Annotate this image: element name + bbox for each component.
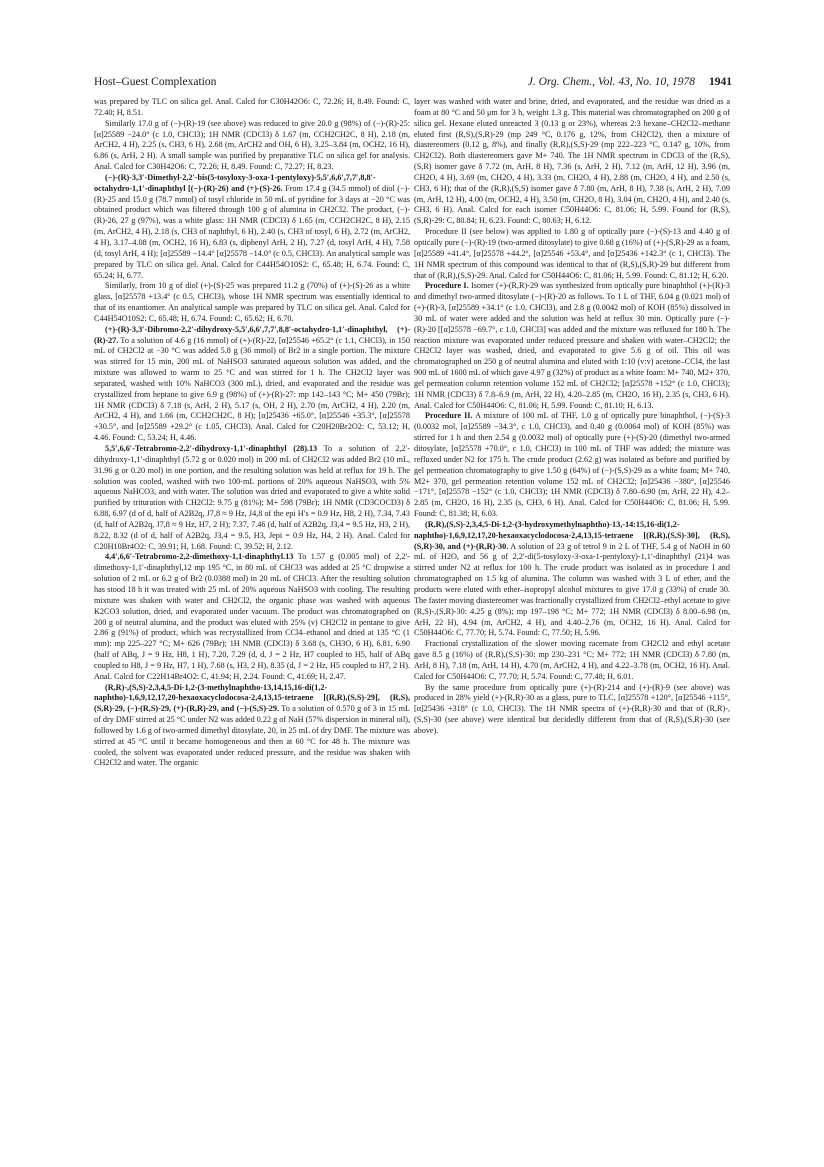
paragraph-text: To a solution of 0.570 g of 3 in 15 mL of dry DMF stirred at 25 °C under N2 was added 0.22 g of NaH (57% dispersion in mineral oil), followed by 1.6 g of two-armed dimethyl ditosylate, 20, in 25 mL of dry DMF. The mixture was stirred at 45 °C until it became homogeneous and then at 60 °C for 48 h. The mixture was cooled, the solvent was evaporated under reduced pressure, and the residue was shaken with CH2Cl2 and water. The organic	[94, 704, 410, 768]
page-number: 1941	[709, 76, 732, 88]
paragraph	[94, 683, 410, 770]
paragraph	[414, 639, 730, 682]
paragraph	[414, 281, 730, 411]
paragraph	[94, 552, 410, 682]
paragraph	[414, 520, 730, 639]
running-head-title: Host–Guest Complexation	[94, 76, 217, 88]
paragraph	[94, 119, 410, 173]
compound-heading: Procedure II.	[425, 411, 473, 421]
paragraph-text: Isomer (+)-(R,R)-29 was synthesized from optically pure binaphthol (+)-(R)-3 and dimethyl two-armed ditosylate (−)-(R)-20 as follows. To 1 L of THF, 6.04 g (0.021 mol) of (+)-(R)-3, [α]25589 +34.1° (c 1.0, CHCl3), and 2.8 g (0.0042 mol) of KOH (85%) dissolved in 30 mL of water were added and the solution was held at reflux 30 min. Optically pure (−)-(R)-20 [[α]25578 −69.7°, c 1.0, CHCl3] was added and the mixture was refluxed for 180 h. The reaction mixture was evaporated under reduced pressure and shaken with water–CH2Cl2; the CH2Cl2 layer was washed, dried, and evaporated to give 5.6 g of oil. This oil was chromatographed on 250 g of neutral alumina and eluted with 1:10 (v:v) acetone–CCl4, the last 900 mL of 1600 mL of which gave 4.97 g (32%) of product as a white foam: M+ 740, M2+ 370, gel permeation column retention volume 152 mL of CH2Cl2; [α]25578 +152° (c 1.0, CHCl3); 1H NMR (CDCl3) δ 7.8–6.9 (m, ArH, 22 H), 4.20–2.85 (m, CH2O, 16 H), 2.35 (s, CH3, 6 H). Anal. Calcd for C50H44O6: C, 81.06; H, 5.99. Found: C, 81.10; H, 6.13.	[414, 281, 730, 410]
running-head-journal	[528, 74, 732, 90]
paragraph-text: was prepared by TLC on silica gel. Anal. Calcd for C30H42O6: C, 72.26; H, 8.49. Found: C, 72.40; H, 8.51.	[94, 97, 410, 117]
compound-heading: Procedure I.	[425, 281, 469, 291]
left-column	[94, 97, 410, 1147]
paragraph-text: To a solution of 2,2′-dihydroxy-1,1′-dinaphthyl (5.72 g or 0.020 mol) in 200 mL of CH2Cl2 was added Br2 (10 mL, 31.96 g or 0.20 mol) in one portion, and the resulting solution was held at reflux for 19 h. The solution was cooled, washed with two 100-mL portions of 20% aqueous NaHSO3, with 5% aqueous NaHCO3, and with water. The solution was dried and evaporated to give a white solid purified by trituration with CH2Cl2: 9.75 g (81%); M+ 598 (79Br); 1H NMR (CD3COCD3) δ 6.88, 6.97 (d of d, half of A2B2q, J7,8 ≈ 9 Hz, J4,8 of the epi H′s = 0.9 Hz, H8, 2 H), 7.34, 7.43 (d, half of A2B2q, J7,8 ≈ 9 Hz, H7, 2 H); 7.37, 7.46 (d, half of A2B2q, J3,4 = 9.5 Hz, H3, 2 H), 8.22, 8.32 (d of d, half of A2B2q, J3,4 = 9.5, H3, Jepi = 0.9 Hz, H4, 2 H). Anal. Calcd for C20H10Br4O2: C, 39.91; H, 1.68. Found: C, 39.52; H, 2.12.	[94, 444, 410, 551]
compound-heading: 4,4′,6,6′-Tetrabromo-2,2-dimethoxy-1,1-dinaphthyl.13	[105, 552, 294, 562]
compound-heading: (R,R),(S,S)-2,3,4,5-Di-1,2-(3-hydroxymethylnaphtho)-13,-14:15,16-di(1,2-naphtho)-1,6,9,12,17,20-hexaoxacyclodocosa-2,4,13,15-tetraene [(R,R),(S,S)-30], (R,S),(S,R)-30, and (+)-(R,R)-30.	[414, 519, 730, 551]
paragraph-text: layer was washed with water and brine, dried, and evaporated, and the residue was dried as a foam at 80 °C and 50 μm for 3 h, weight 1.3 g. This material was chromatographed on 200 g of silica gel. Hexane eluted unreacted 3 (0.13 g or 23%), whereas 2:3 hexane–CH2Cl2–methane eluted first (R,S),(S,R)-29 (mp 249 °C, 0.176 g, 12%, from CH2Cl2), then a mixture of diastereomers (0.12 g, 8%), and finally (R,R),(S,S)-29 (mp 222–223 °C, 0.147 g, 10%, from CH2Cl2). Both diastereomers gave M+ 740. The 1H NMR spectrum in CDCl3 of the (R,S),(S,R) isomer gave δ 7.72 (m, ArH, 8 H), 7.36 (s, ArH, 2 H), 7.12 (m, ArH, 12 H), 3.96 (m, CH2O, 4 H), 3.69 (m, CH2O, 4 H), 3.33 (m, CH2O, 4 H), 2.88 (m, CH2O, 4 H), and 2.50 (s, CH3, 6 H); that of the (R,R),(S,S) isomer gave δ 7.80 (m, ArH, 8 H), 7.38 (s, ArH, 2 H), 7.09 (m, ArH, 12 H), 4.00 (m, OCH2, 4 H), 3.50 (m, CH2O, 8 H), 3.04 (m, CH2O, 4 H), and 2.40 (s, CH3, 6 H). Anal. Calcd for each isomer C50H44O6: C, 81.06; H, 5.99. Found for (R,S),(S,R)-29: C, 80.84; H, 6.23. Found: C, 80.63; H, 6.12.	[414, 97, 730, 226]
paragraph	[414, 227, 730, 281]
paragraph	[94, 281, 410, 324]
compound-heading: 5,5′,6,6′-Tetrabromo-2,2′-dihydroxy-1,1′-dinaphthyl (28).13	[105, 444, 318, 453]
paragraph	[94, 444, 410, 552]
paragraph-text: A solution of 23 g of tetrol 9 in 2 L of THF, 5.4 g of NaOH in 60 mL of H2O, and 56 g of 2,2′-di(5-tosyloxy-3-oxa-1-pentyloxy)-1,1′-dinaphthyl (21)4 was stirred under N2 at reflux for 100 h. The crude product was isolated as in procedure I and chromatographed on 1.5 kg of alumina. The column was washed with 3 L of ether, and the products were eluted with ether–isopropyl alcohol mixtures to give 17.0 g (33%) of crude 30. The faster moving diastereomer was fractionally crystallized from CH2Cl2–ethyl acetate to give (R,S)-,(S,R)-30: 4.25 g (8%); mp 197–198 °C; M+ 772; 1H NMR (CDCl3) δ 8.00–6.98 (m, ArH, 22 H), 4.94 (m, ArCH2, 4 H), and 4.40–2.76 (m, OCH2, 16 H). Anal. Calcd for C50H44O6: C, 77.70; H, 5.74. Found: C, 77.50; H, 5.96.	[414, 541, 730, 638]
paragraph-text: A mixture of 100 mL of THF, 1.0 g of optically pure binaphthol, (−)-(S)-3 (0.0032 mol, [α]25589 −34.3°, c 1.0, CHCl3), and 0.40 g (0.0064 mol) of KOH (85%) was stirred for 1 h and then 2.54 g (0.0032 mol) of optically pure (+)-(S)-20 (dimethyl two-armed ditosylate, [α]25578 +70.0°, c 1.0, CHCl3) in 100 mL of THF was added; the mixture was refluxed under N2 for 175 h. The crude product (2.62 g) was isolated as before and purified by gel permeation chromatography to give 1.50 g (64%) of (−)-(S,S)-29 as a white foam; M+ 740, M2+ 370, gel permeation retention volume 152 mL of CH2Cl2; [α]25436 −380°, [α]25546 −171°, [α]25578 −152° (c 1.0, CHCl3); 1H NMR (CDCl3) δ 7.80–6.90 (m, ArH, 22 H), 4.2–2.85 (m, CH2O, 16 H), 2.35 (s, CH3, 6 H). Anal. Calcd for C50H44O6: C, 81.06; H, 5.99. Found: C, 81.38; H, 6.03.	[414, 411, 730, 519]
paragraph-text: To a solution of 4.6 g (16 mmol) of (+)-(R)-22, [α]25546 +65.2° (c 1.1, CHCl3), in 150 mL of CH2Cl2 at −30 °C was added 5.8 g (36 mmol) of Br2 in a single portion. The mixture was stirred for 15 min, 200 mL of NaHSO3 saturated aqueous solution was added, and the mixture was allowed to warm to 25 °C and was stirred for 1 h. The CH2Cl2 layer was separated, washed with 10% NaHCO3 (300 mL), dried, and evaporated and the residue was crystallized from heptane to give 6.9 g (98%) of (+)-(R)-27: mp 142–143 °C; M+ 450 (79Br); 1H NMR (CDCl3) δ 7.18 (s, ArH, 2 H), 5.17 (s, OH, 2 H), 2.70 (m, ArCH2, 4 H), 2.20 (m, ArCH2, 4 H), and 1.66 (m, CCH2CH2C, 8 H); [α]25436 +65.0°, [α]25546 +35.3°, [α]25578 +30.5°, and [α]25589 +29.2° (c 1.05, CHCl3). Anal. Calcd for C20H20Br2O2: C, 53.12; H, 4.46. Found: C, 53.24; H, 4.46.	[94, 335, 410, 443]
paragraph	[414, 97, 730, 227]
paragraph	[414, 683, 730, 737]
paragraph	[414, 411, 730, 519]
paragraph-text: Similarly 17.0 g of (−)-(R)-19 (see above) was reduced to give 20.0 g (98%) of (−)-(R)-25: [α]25589 −24.0° (c 1.0, CHCl3); 1H NMR (CDCl3) δ 1.67 (m, CCH2CH2C, 8 H), 2.18 (m, ArCH2, 4 H), 2.25 (s, CH3, 6 H), 2.68 (m, ArCH2 and OH, 6 H), 3.25–3.84 (m, OCH2, 16 H), 6.86 (s, ArH, 2 H). A small sample was purified by preparative TLC on silica gel for analysis. Anal. Calcd for C30H42O6: C, 72.26; H, 8.49. Found: C, 72.27; H, 8.23.	[94, 118, 410, 172]
paragraph-text: Fractional crystallization of the slower moving racemate from CH2Cl2 and ethyl acetate gave 8.5 g (16%) of (R,R),(S,S)-30: mp 230–231 °C; M+ 772; 1H NMR (CDCl3) δ 7.80 (m, ArH, 8 H), 7.18 (m, ArH, 14 H), 4.70 (m, ArCH2, 4 H), and 4.22–3.78 (m, OCH2, 16 H). Anal. Calcd for C50H44O6: C, 77.70; H, 5.74. Found: C, 77.48; H, 6.01.	[414, 639, 730, 681]
paragraph	[94, 173, 410, 281]
paragraph-text: From 17.4 g (34.5 mmol) of diol (−)-(R)-25 and 15.0 g (78.7 mmol) of tosyl chloride in 50 mL of pyridine for 3 days at −20 °C was obtained product which was filtered through 100 g of alumina in CH2Cl2. The product, (−)-(R)-26, 27 g (97%), was a white glass: 1H NMR (CDCl3) δ 1.65 (m, CCH2CH2C, 8 H), 2.15 (m, ArCH2, 4 H), 2.18 (s, CH3 of naphthyl, 6 H), 2.40 (s, CH3 of tosyl, 6 H), 2.72 (m, ArCH2, 4 H), 3.17–4.08 (m, OCH2, 16 H), 6.83 (s, diphenyl ArH, 2 H), 7.27 (d, tosyl ArH, 4 H), 7.58 (d, tosyl ArH, 4 H); [α]25589 −14.4° [α]25578 −14.0° (c 0.5, CHCl3). An analytical sample was prepared by TLC on silica gel. Anal. Calcd for C44H54O10S2: C, 65.48; H, 6.74. Found: C, 65.24; H, 6.77.	[94, 183, 410, 280]
right-column	[414, 97, 730, 1147]
paragraph-text: By the same procedure from optically pure (+)-(R)-214 and (+)-(R)-9 (see above) was produced in 28% yield (+)-(R,R)-30 as a glass, pure to TLC, [α]25578 +120°, [α]25546 +115°, [α]25436 +318° (c 1.0, CHCl3). The 1H NMR spectra of (+)-(R,R)-30 and that of (R,R)-,(S,S)-30 (see above) were identical but decidedly different from that of (R,S),(S,R)-30 (see above).	[414, 682, 730, 735]
paragraph-text: To 1.57 g (0.005 mol) of 2,2′-dimethoxy-1,1′-dinaphthyl,12 mp 195 °C, in 80 mL of CHCl3 was added at 25 °C dropwise a solution of 2 mL or 6.2 g of Br2 (0.0388 mol) in 20 mL of CHCl3. After the resulting solution has stood 18 h it was treated with 25 mL of 20% aqueous NaHSO3 with cooling. The resulting mixture was shaken with water and CH2Cl2, the organic phase was washed with aqueous K2CO3 solution, dried, and evaporated under vacuum. The product was chromatographed on 200 g of neutral alumina, and the product was eluted with 25% (v) CH2Cl2 in pentane to give 2.86 g (91%) of product, which was recrystallized from CCl4–ethanol and dried at 135 °C (1 mm): mp 225–227 °C; M+ 626 (79Br); 1H NMR (CDCl3) δ 3.68 (s, CH3O, 6 H), 6.81, 6.90 (half of ABq, J = 9 Hz, H8, 1 H), 7.20, 7.29 (d, d, J = 2 Hz, H7 coupled to H5, half of ABq coupled to H8, J = 9 Hz, H7, 1 H), 7.68 (s, H3, 2 H), 8.35 (d, J = 2 Hz, H5 coupled to H7, 2 H). Anal. Calcd for C22H14Br4O2: C, 41.94; H, 2.24. Found: C, 41.69; H, 2.47.	[94, 552, 410, 681]
paragraph	[94, 325, 410, 444]
paragraph-text: Similarly, from 10 g of diol (+)-(S)-25 was prepared 11.2 g (70%) of (+)-(S)-26 as a white glass, [α]25578 +13.4° (c 0.5, CHCl3), whose 1H NMR spectrum was essentially identical to that of its enantiomer. An analytical sample was prepared by TLC on silica gel. Anal. Calcd for C44H54O10S2: C, 65.48; H, 6.74. Found: C, 65.62; H, 6.70.	[94, 281, 410, 323]
journal-citation: J. Org. Chem., Vol. 43, No. 10, 1978	[527, 76, 695, 88]
running-head	[94, 74, 732, 90]
compound-heading: (−)-(R)-3,3′-Dimethyl-2,2′-bis(5-tosyloxy-3-oxa-1-pentyloxy)-5,5′,6,6′,7,7′,8,8′-octahydro-1,1′-dinaphthyl [(−)-(R)-26) and (+)-(S)-26.	[94, 172, 376, 193]
compound-heading: (+)-(R)-3,3′-Dibromo-2,2′-dihydroxy-5,5′,6,6′,7,7′,8,8′-octahydro-1,1′-dinaphthyl, (+)-(R)-27.	[94, 324, 410, 345]
paragraph-text: Procedure II (see below) was applied to 1.80 g of optically pure (−)-(S)-13 and 4.40 g of optically pure (−)-(R)-19 (two-armed ditosylate) to give 0.68 g (16%) of (+)-(S,R)-29 as a foam, [α]25589 +41.4°, [α]25578 +44.2°, [α]25546 +53.4°, and [α]25436 +142.3° (c 1, CHCl3). The 1H NMR spectrum of this compound was identical to that of (R,S),(S,R)-29 but different from that of (R,R),(S,S)-29. Anal. Calcd for C50H44O6: C, 81.06; H, 5.99. Found: C, 81.12; H, 6.20.	[414, 227, 730, 280]
paragraph	[94, 97, 410, 119]
compound-heading: (R,R)-,(S,S)-2,3,4,5-Di-1,2-(3-methylnaphtho-13,14,15,16-di(1,2-naphtho)-1,6,9,12,17,20-hexaoxacyclodocosa-2,4,13,15-tetraene [(R,R),(S,S)-29], (R,S),(S,R)-29, (−)-(R,S)-29, (+)-(R,R)-29, and (−)-(S,S)-29.	[94, 682, 410, 714]
